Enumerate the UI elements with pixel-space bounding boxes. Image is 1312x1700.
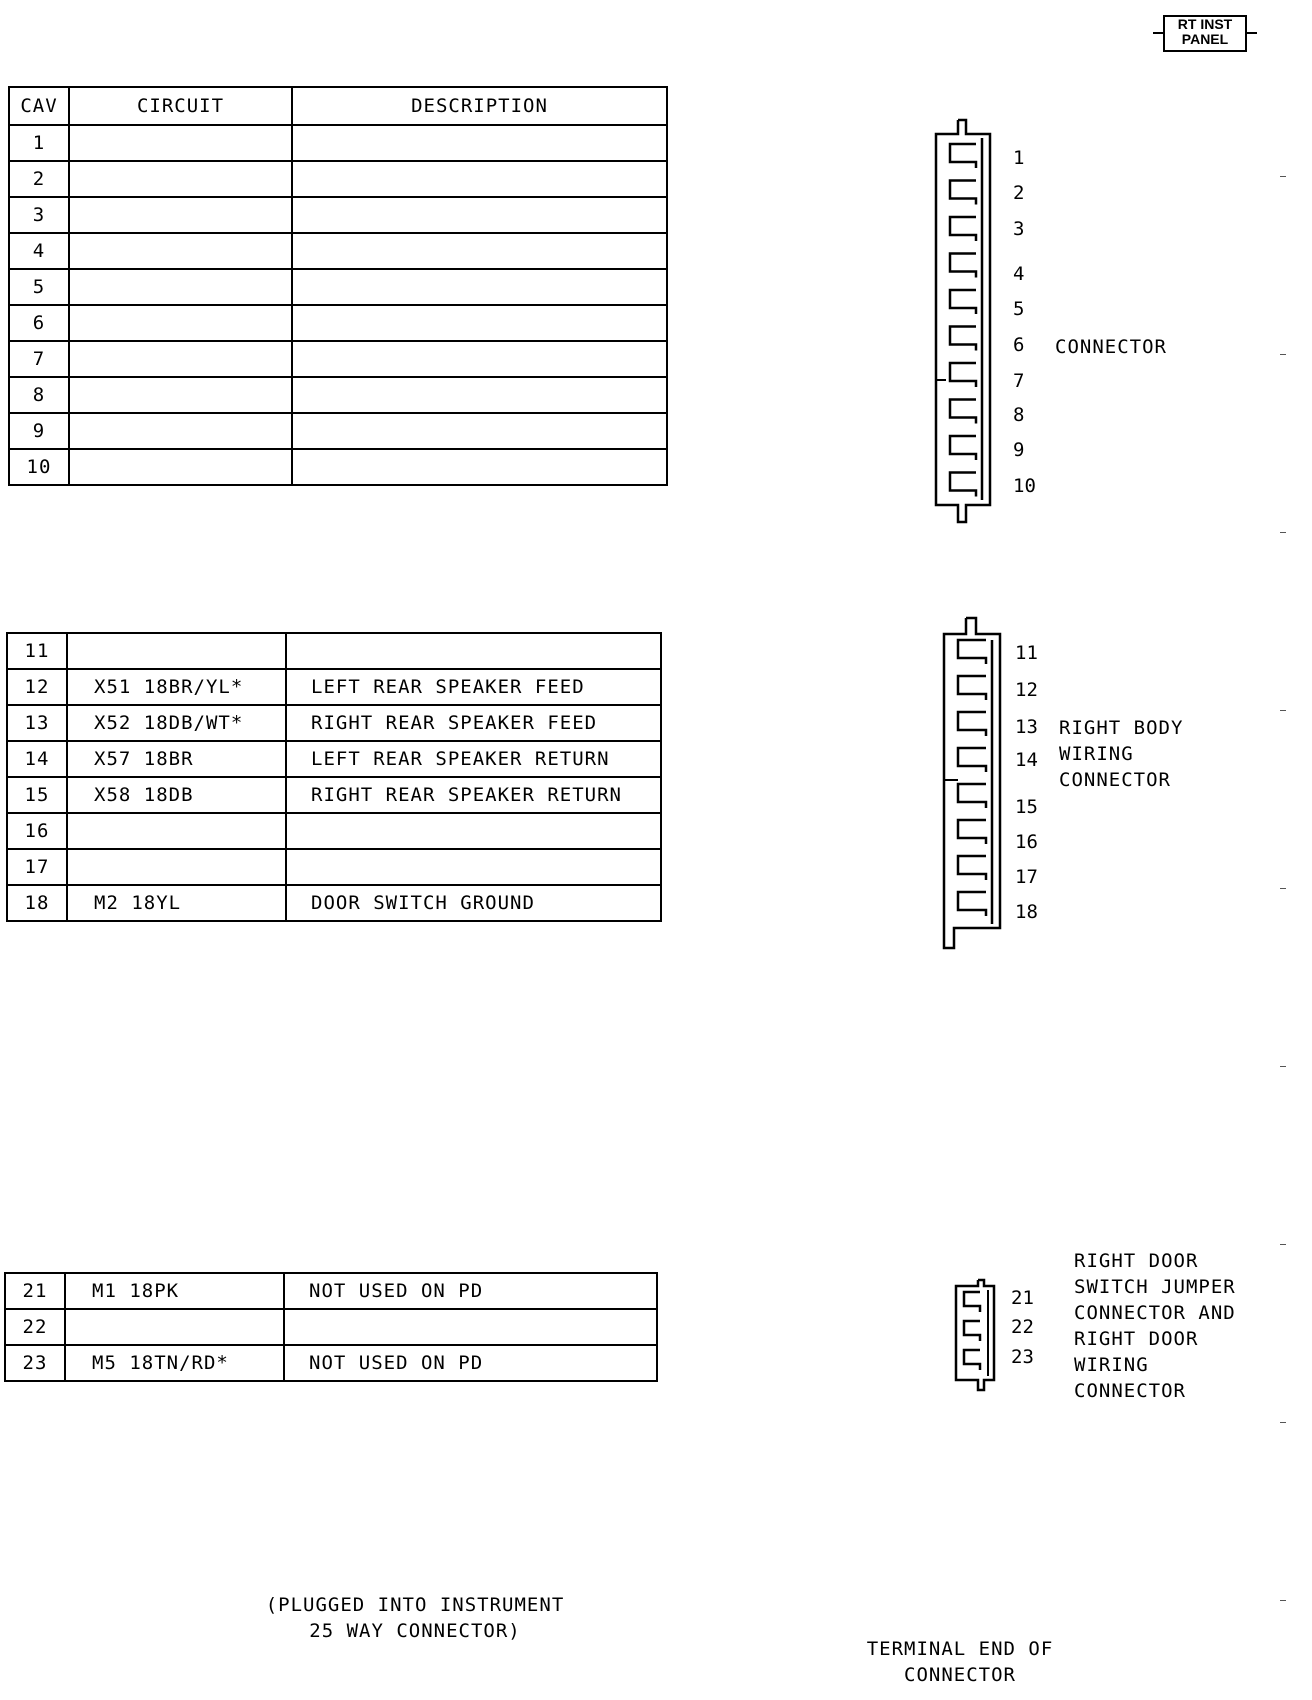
circuit-cell	[69, 449, 292, 485]
pin-number: 22	[1011, 1316, 1034, 1338]
terminal-note: TERMINAL END OF CONNECTOR	[866, 1638, 1054, 1686]
description-cell	[292, 161, 667, 197]
circuit-cell	[69, 413, 292, 449]
pin-number: 15	[1015, 796, 1038, 818]
panel-badge	[1163, 15, 1247, 52]
cav-cell: 15	[7, 777, 67, 813]
circuit-cell	[69, 161, 292, 197]
pin-number: 18	[1015, 901, 1038, 923]
circuit-cell	[67, 849, 286, 885]
table-row	[7, 633, 661, 669]
table-row	[9, 449, 667, 485]
margin-tick	[1280, 532, 1286, 533]
circuit-cell: X52 18DB/WT*	[67, 705, 286, 741]
circuit-cell	[69, 125, 292, 161]
header-cav: CAV	[9, 87, 69, 125]
table-row	[7, 669, 661, 705]
badge-line1: RT INST	[1177, 16, 1233, 32]
margin-tick	[1280, 1066, 1286, 1067]
connector-terminal	[958, 856, 986, 880]
circuit-cell	[69, 233, 292, 269]
cav-cell: 9	[9, 413, 69, 449]
cav-cell: 16	[7, 813, 67, 849]
margin-tick	[1280, 176, 1286, 177]
connector-terminal	[950, 290, 976, 314]
table-row	[7, 813, 661, 849]
connector-3-label: RIGHT DOOR SWITCH JUMPER CONNECTOR AND RIGHT DOOR WIRING CONNECTOR	[1074, 1250, 1236, 1402]
cav-cell: 3	[9, 197, 69, 233]
description-cell	[292, 269, 667, 305]
pin-number: 10	[1013, 475, 1036, 497]
badge-line2: PANEL	[1181, 31, 1229, 47]
description-cell: NOT USED ON PD	[284, 1345, 657, 1381]
cav-cell: 13	[7, 705, 67, 741]
pin-number: 14	[1015, 749, 1038, 771]
description-cell	[284, 1309, 657, 1345]
circuit-cell: M1 18PK	[65, 1273, 284, 1309]
cav-cell: 8	[9, 377, 69, 413]
table-row	[9, 377, 667, 413]
pin-number: 4	[1013, 263, 1025, 285]
pin-number: 11	[1015, 642, 1038, 664]
description-cell	[292, 125, 667, 161]
pin-number: 12	[1015, 679, 1038, 701]
table-row	[5, 1273, 657, 1309]
cav-cell: 23	[5, 1345, 65, 1381]
cav-cell: 11	[7, 633, 67, 669]
header-description: DESCRIPTION	[292, 87, 667, 125]
table-row	[7, 777, 661, 813]
pin-number: 9	[1013, 439, 1025, 461]
cav-cell: 10	[9, 449, 69, 485]
connector-terminal	[964, 1292, 980, 1312]
table-row	[9, 305, 667, 341]
connector-1-drawing	[930, 110, 1000, 530]
table-row	[9, 125, 667, 161]
margin-tick	[1280, 354, 1286, 355]
description-cell: NOT USED ON PD	[284, 1273, 657, 1309]
margin-tick	[1280, 1422, 1286, 1423]
connector-terminal	[958, 784, 986, 808]
connector-2-drawing	[940, 612, 1010, 952]
connector-terminal	[950, 144, 976, 168]
description-cell	[292, 341, 667, 377]
table-row	[5, 1345, 657, 1381]
cav-cell: 14	[7, 741, 67, 777]
connector-terminal	[958, 748, 986, 772]
connector-terminal	[958, 892, 986, 916]
pin-number: 13	[1015, 716, 1038, 738]
circuit-cell	[67, 813, 286, 849]
table-row	[7, 741, 661, 777]
pin-number: 2	[1013, 182, 1025, 204]
circuit-cell	[69, 377, 292, 413]
connector-terminal	[958, 640, 986, 664]
cav-cell: 22	[5, 1309, 65, 1345]
pin-number: 23	[1011, 1346, 1034, 1368]
circuit-cell: X51 18BR/YL*	[67, 669, 286, 705]
pin-number: 5	[1013, 298, 1025, 320]
pin-number: 7	[1013, 370, 1025, 392]
connector-terminal	[950, 400, 976, 424]
description-cell	[292, 233, 667, 269]
pin-number: 16	[1015, 831, 1038, 853]
description-cell	[286, 813, 661, 849]
description-cell	[286, 633, 661, 669]
table-row	[7, 849, 661, 885]
description-cell	[292, 197, 667, 233]
connector-terminal	[964, 1321, 980, 1341]
pin-number: 17	[1015, 866, 1038, 888]
cav-cell: 5	[9, 269, 69, 305]
cavity-table-1	[8, 86, 668, 486]
table-row	[9, 197, 667, 233]
connector-terminal	[964, 1350, 980, 1370]
cavity-table-2	[6, 632, 662, 922]
table-row	[9, 341, 667, 377]
description-cell	[286, 849, 661, 885]
table-row	[9, 269, 667, 305]
cavity-table-3	[4, 1272, 658, 1382]
header-circuit: CIRCUIT	[69, 87, 292, 125]
table-header-row	[9, 87, 667, 125]
table-row	[5, 1309, 657, 1345]
circuit-cell	[69, 269, 292, 305]
table-row	[7, 885, 661, 921]
cav-cell: 2	[9, 161, 69, 197]
description-cell	[292, 377, 667, 413]
circuit-cell: X57 18BR	[67, 741, 286, 777]
description-cell: LEFT REAR SPEAKER RETURN	[286, 741, 661, 777]
description-cell: RIGHT REAR SPEAKER RETURN	[286, 777, 661, 813]
description-cell	[292, 413, 667, 449]
connector-terminal	[950, 327, 976, 351]
description-cell: DOOR SWITCH GROUND	[286, 885, 661, 921]
circuit-cell	[67, 633, 286, 669]
margin-tick	[1280, 888, 1286, 889]
cav-cell: 21	[5, 1273, 65, 1309]
circuit-cell	[65, 1309, 284, 1345]
table-row	[7, 705, 661, 741]
margin-tick	[1280, 1600, 1286, 1601]
pin-number: 8	[1013, 404, 1025, 426]
cav-cell: 18	[7, 885, 67, 921]
margin-tick	[1280, 710, 1286, 711]
connector-3-drawing	[950, 1276, 1000, 1396]
table-row	[9, 413, 667, 449]
connector-terminal	[950, 254, 976, 278]
cav-cell: 1	[9, 125, 69, 161]
margin-tick	[1280, 1244, 1286, 1245]
cav-cell: 4	[9, 233, 69, 269]
connector-terminal	[950, 473, 976, 497]
connector-terminal	[958, 712, 986, 736]
description-cell	[292, 305, 667, 341]
circuit-cell: X58 18DB	[67, 777, 286, 813]
plugged-note: (PLUGGED INTO INSTRUMENT 25 WAY CONNECTOR)	[265, 1594, 565, 1642]
connector-terminal	[950, 436, 976, 460]
circuit-cell: M2 18YL	[67, 885, 286, 921]
cav-cell: 6	[9, 305, 69, 341]
circuit-cell	[69, 341, 292, 377]
cav-cell: 7	[9, 341, 69, 377]
pin-number: 6	[1013, 334, 1025, 356]
connector-terminal	[950, 363, 976, 387]
cav-cell: 12	[7, 669, 67, 705]
description-cell	[292, 449, 667, 485]
circuit-cell	[69, 197, 292, 233]
description-cell: LEFT REAR SPEAKER FEED	[286, 669, 661, 705]
pin-number: 21	[1011, 1287, 1034, 1309]
connector-terminal	[950, 217, 976, 241]
connector-2-label: RIGHT BODY WIRING CONNECTOR	[1059, 717, 1184, 791]
connector-1-label: CONNECTOR	[1055, 336, 1167, 358]
table-row	[9, 233, 667, 269]
pin-number: 1	[1013, 147, 1025, 169]
connector-terminal	[958, 676, 986, 700]
pin-number: 3	[1013, 218, 1025, 240]
cav-cell: 17	[7, 849, 67, 885]
connector-terminal	[958, 820, 986, 844]
description-cell: RIGHT REAR SPEAKER FEED	[286, 705, 661, 741]
circuit-cell	[69, 305, 292, 341]
connector-terminal	[950, 181, 976, 205]
circuit-cell: M5 18TN/RD*	[65, 1345, 284, 1381]
table-row	[9, 161, 667, 197]
